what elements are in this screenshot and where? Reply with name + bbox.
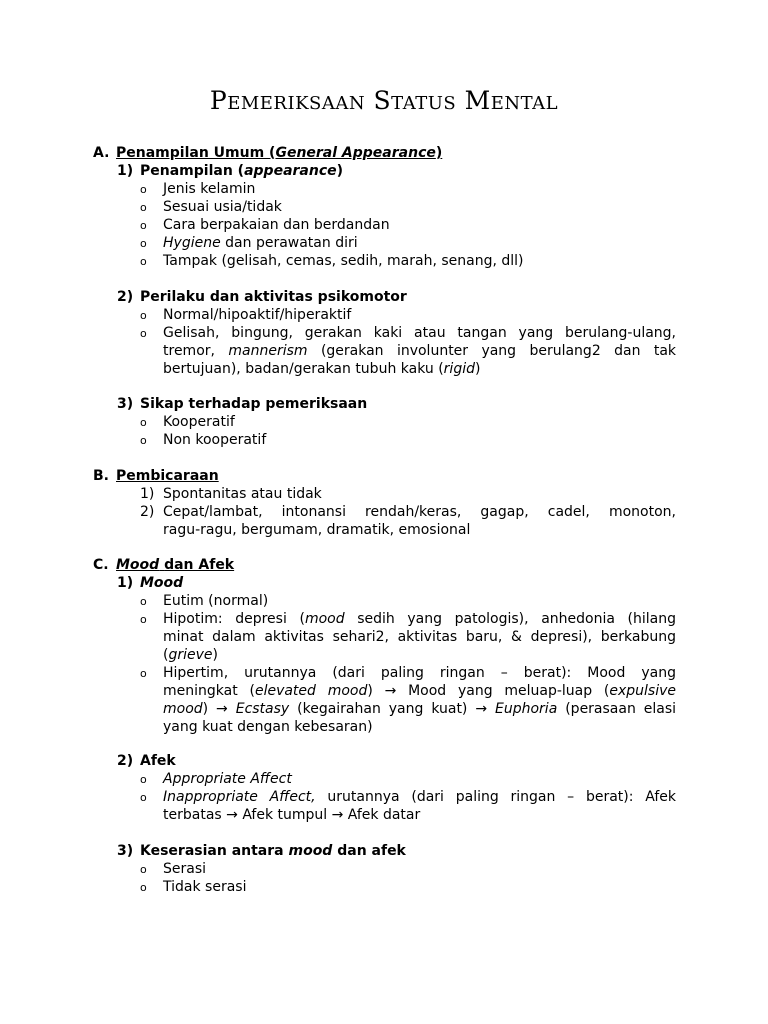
list-item-continuation: yang kuat dengan kebesaran) bbox=[163, 719, 373, 735]
list-item-continuation: minat dalam aktivitas sehari2, aktivitas baru, & depresi), berkabung bbox=[163, 629, 676, 645]
subsection-psychomotor: 2) Perilaku dan aktivitas psikomotor bbox=[117, 289, 407, 305]
list-item: o Sesuai usia/tidak bbox=[140, 199, 282, 215]
section-c-heading: C. Mood dan Afek bbox=[93, 557, 235, 573]
list-item: o Jenis kelamin bbox=[140, 181, 256, 197]
list-item: o Non kooperatif bbox=[140, 432, 267, 448]
section-a-heading: A. Penampilan Umum (General Appearance) bbox=[93, 145, 443, 161]
list-item: o Appropriate Affect bbox=[140, 771, 292, 787]
list-item: o Hipertim, urutannya (dari paling ringan – berat): Mood yang bbox=[140, 665, 676, 681]
list-item: o Gelisah, bingung, gerakan kaki atau tangan yang berulang-ulang, bbox=[140, 325, 676, 341]
subsection-congruence: 3) Keserasian antara mood dan afek bbox=[117, 843, 406, 859]
list-item-continuation: bertujuan), badan/gerakan tubuh kaku (rigid) bbox=[163, 361, 481, 377]
subsection-affect: 2) Afek bbox=[117, 753, 176, 769]
list-item: o Cara berpakaian dan berdandan bbox=[140, 217, 390, 233]
subsection-appearance: 1) Penampilan (appearance) bbox=[117, 163, 344, 179]
list-item-continuation: terbatas → Afek tumpul → Afek datar bbox=[163, 807, 421, 823]
subsection-attitude: 3) Sikap terhadap pemeriksaan bbox=[117, 396, 368, 412]
list-item: o Tidak serasi bbox=[140, 879, 247, 895]
list-item: o Hipotim: depresi (mood sedih yang patologis), anhedonia (hilang bbox=[140, 611, 677, 627]
list-item: o Inappropriate Affect, urutannya (dari paling ringan – berat): Afek bbox=[140, 789, 676, 805]
list-item: o Normal/hipoaktif/hiperaktif bbox=[140, 307, 352, 323]
list-item-continuation: mood) → Ecstasy (kegairahan yang kuat) → Euphoria (perasaan elasi bbox=[163, 701, 677, 717]
list-item-continuation: meningkat (elevated mood) → Mood yang meluap-luap (expulsive bbox=[163, 683, 677, 699]
list-item: o Tampak (gelisah, cemas, sedih, marah, senang, dll) bbox=[140, 253, 524, 269]
list-item: o Hygiene dan perawatan diri bbox=[140, 235, 358, 251]
list-item: 1) Spontanitas atau tidak bbox=[140, 486, 322, 502]
list-item: o Kooperatif bbox=[140, 414, 235, 430]
list-item: o Serasi bbox=[140, 861, 207, 877]
section-b-heading: B. Pembicaraan bbox=[93, 468, 219, 484]
subsection-mood: 1) Mood bbox=[117, 575, 184, 591]
list-item-continuation: tremor, mannerism (gerakan involunter yang berulang2 dan tak bbox=[163, 343, 677, 359]
list-item: 2) Cepat/lambat, intonansi rendah/keras, gagap, cadel, monoton, bbox=[140, 504, 676, 520]
list-item: o Eutim (normal) bbox=[140, 593, 269, 609]
list-item-continuation: (grieve) bbox=[163, 647, 218, 663]
page-title: Pemeriksaan Status Mental bbox=[209, 86, 559, 115]
list-item-continuation: ragu-ragu, bergumam, dramatik, emosional bbox=[163, 522, 471, 538]
